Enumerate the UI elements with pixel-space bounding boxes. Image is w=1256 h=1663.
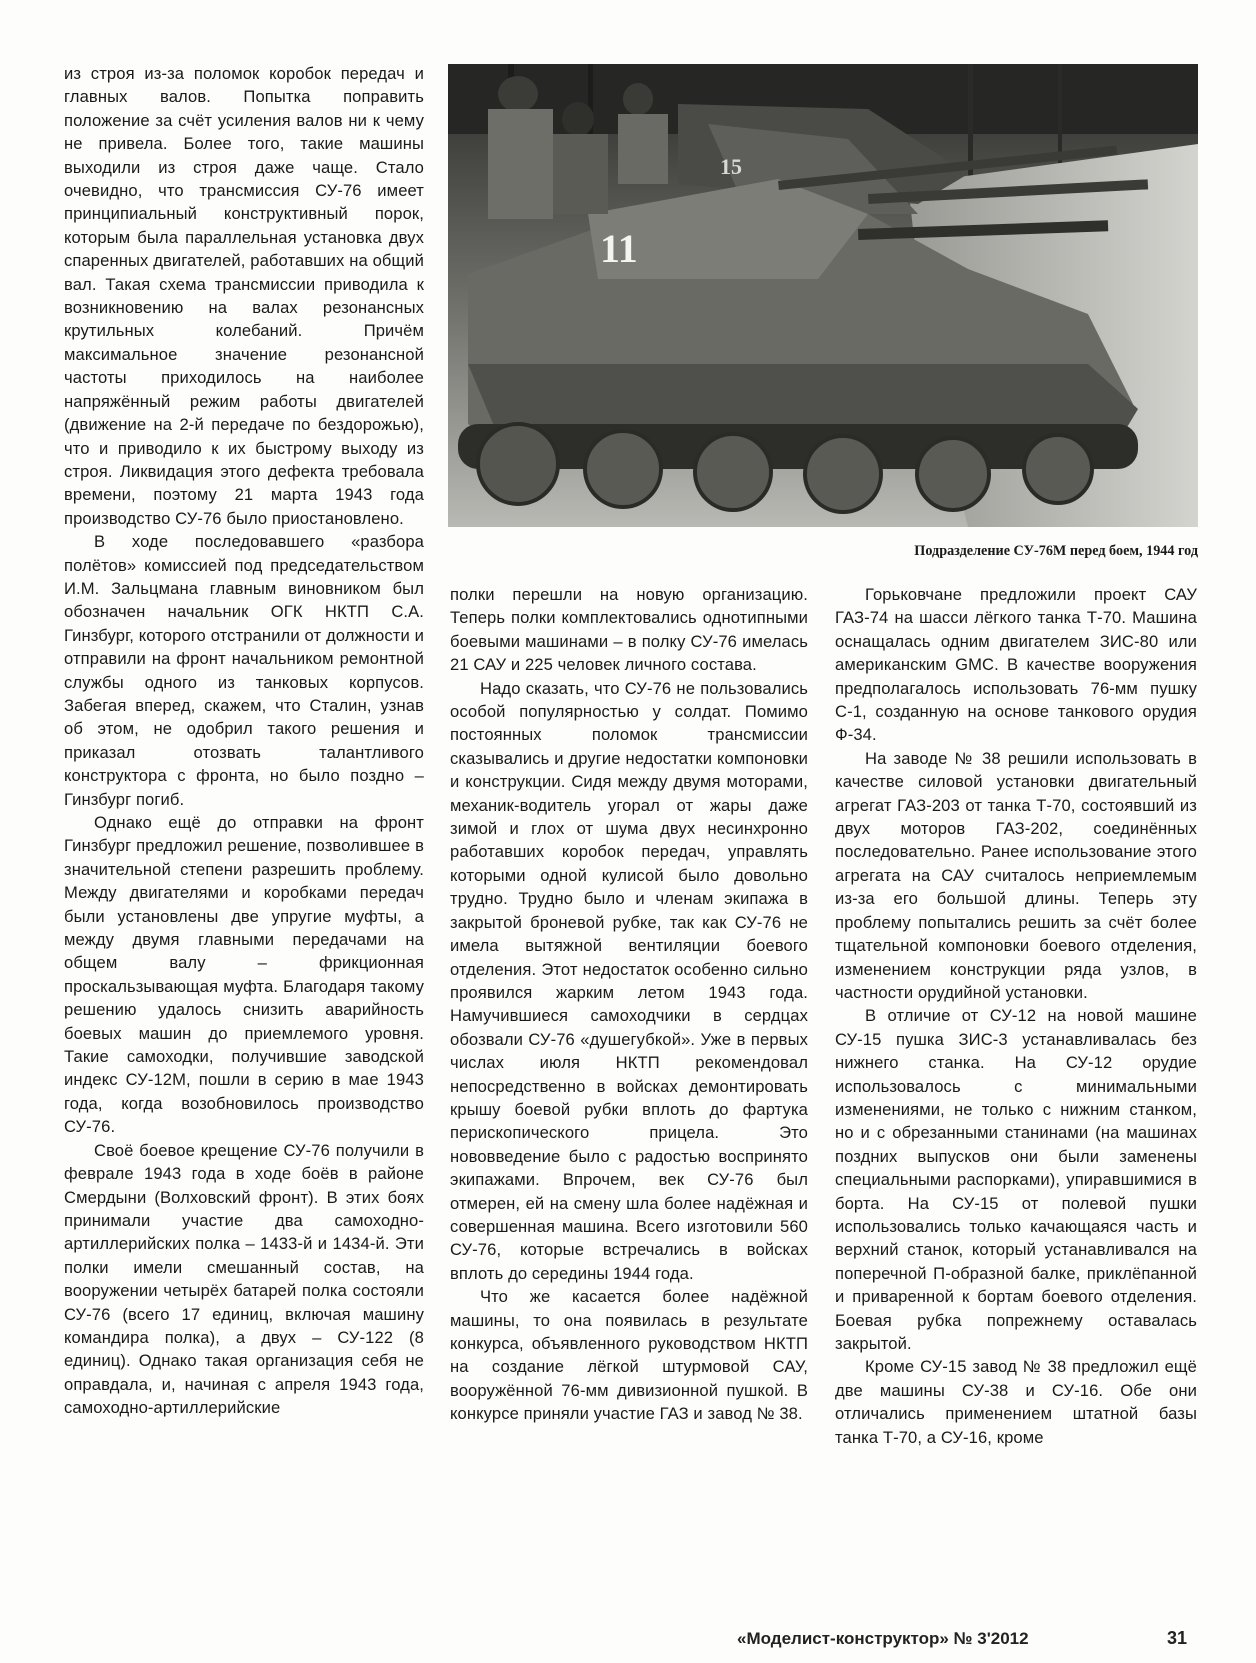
paragraph: В отличие от СУ-12 на новой машине СУ-15 пушка ЗИС-3 устанавливалась без нижнего станка. На СУ-12 орудие использовалось с минимальными изменениями, не только с нижним станком, но и с обрезанными станинами (на машинах поздних выпусков они были заменены специальными распорками), упиравшимися в борта. На СУ-15 от полевой пушки использовались только качающаяся часть и верхний станок, который устанавливался на поперечной П-образной балке, приклёпанной и приваренной к бортам боевого отделения. Боевая рубка попрежнему оставалась закрытой. — [835, 1006, 1197, 1353]
hull-number-rear: 15 — [720, 154, 742, 179]
paragraph: Своё боевое крещение СУ-76 получили в феврале 1943 года в ходе боёв в районе Смердыни (Волховский фронт). В этих боях принимали участие два самоходно-артиллерийских полка – 1433-й и 1434-й. Эти полки имели смешанный состав, на вооружении четырёх батарей полка состояли СУ-76 (всего 17 единиц, включая машину командира полка), а двух – СУ-122 (8 единиц). Однако такая организация себя не оправдала, и, начиная с апреля 1943 года, самоходно-артиллерийские — [64, 1140, 424, 1418]
paragraph: В ходе последовавшего «разбора полётов» комиссией под председательством И.М. Зальцмана главным виновником был обозначен начальник ОГК НКТП С.А. Гинзбург, которого отстранили от должности и отправили на фронт начальником ремонтной службы одного из танковых корпусов. Забегая вперед, скажем, что Сталин, узнав об этом, не одобрил такого решения и приказал отозвать талантливого конструктора с фронта, но было поздно – Гинзбург погиб. — [64, 532, 424, 809]
page-number: 31 — [1167, 1628, 1188, 1648]
text-column-3 — [835, 583, 1197, 1449]
paragraph: Что же касается более надёжной машины, то она появилась в результате конкурса, объявленного руководством НКТП на создание лёгкой штурмовой САУ, вооружённой 76-мм дивизионной пушкой. В конкурсе приняли участие ГАЗ и завод № 38. — [450, 1287, 808, 1424]
hull-number-front: 11 — [600, 226, 638, 271]
photo-caption: Подразделение СУ-76М перед боем, 1944 год — [914, 543, 1198, 559]
text-column-1 — [64, 62, 424, 1420]
paragraph: Надо сказать, что СУ-76 не пользовались особой популярностью у солдат. Помимо постоянных поломок трансмиссии сказывались и другие недостатки компоновки и конструкции. Сидя между двумя моторами, механик-водитель угорал от жары даже зимой и глох от шума двух несинхронно работавших коробок передач, управлять которыми одной кулисой было довольно трудно. Трудно было и членам экипажа в закрытой броневой рубке, так как СУ-76 не имела вытяжной вентиляции боевого отделения. Этот недостаток особенно сильно проявился жарким летом 1943 года. Намучившиеся самоходчики в сердцах обозвали СУ-76 «душегубкой». Уже в первых числах июля НКТП рекомендовал непосредственно в войсках демонтировать крышу боевой рубки вплоть до фартука перископического прицела. Это нововведение было с радостью воспринято экипажами. Впрочем, век СУ-76 был отмерен, ей на смену шла более надёжная и совершенная машина. Всего изготовили 560 СУ-76, которые встречались в войсках вплоть до середины 1944 года. — [450, 678, 808, 1283]
paragraph: Однако ещё до отправки на фронт Гинзбург предложил решение, позволившее в значительной степени разрешить проблему. Между двигателями и коробками передач были установлены две упругие муфты, а между двумя главными передачами на общем валу – фрикционная проскальзывающая муфта. Благодаря такому решению удалось снизить аварийность боевых машин до приемлемого уровня. Такие самоходки, получившие заводской индекс СУ-12М, пошли в серию в мае 1943 года, когда возобновилось производство СУ-76. — [64, 813, 424, 1137]
paragraph: На заводе № 38 решили использовать в качестве силовой установки двигательный агрегат ГАЗ-203 от танка Т-70, состоявший из двух моторов ГАЗ-202, соединённых последовательно. Ранее использование этого агрегата на САУ считалось неприемлемым из-за его большой длины. Теперь эту проблему попытались решить за счёт более тщательной компоновки боевого отделения, изменением конструкции ряда узлов, в частности орудийной установки. — [835, 748, 1197, 1002]
paragraph: из строя из-за поломок коробок передач и главных валов. Попытка поправить положение за счёт усиления валов ни к чему не привела. Более того, такие машины выходили из строя даже чаще. Стало очевидно, что трансмиссия СУ-76 имеет принципиальный конструктивный порок, которым была параллельная установка двух спаренных двигателей, работавших на общий вал. Такая схема трансмиссии приводила к возникновению на валах резонансных крутильных колебаний. Причём максимальное значение резонансной частоты приходилось на наиболее напряжённый режим работы двигателей (движение на 2-й передаче по бездорожью), что и приводило к их быстрому выходу из строя. Ликвидация этого дефекта требовала времени, поэтому 21 марта 1943 года производство СУ-76 было приостановлено. — [64, 64, 424, 528]
paragraph: полки перешли на новую организацию. Теперь полки комплектовались однотипными боевыми машинами – в полку СУ-76 имелась 21 САУ и 225 человек личного состава. — [450, 585, 808, 675]
paragraph: Кроме СУ-15 завод № 38 предложил ещё две машины СУ-38 и СУ-16. Обе они отличались применением штатной базы танка Т-70, а СУ-16, кроме — [835, 1357, 1197, 1447]
paragraph: Горьковчане предложили проект САУ ГАЗ-74 на шасси лёгкого танка Т-70. Машина оснащалась одним двигателем ЗИС-80 или американским GMC. В качестве вооружения предполагалось использовать 76-мм пушку С-1, созданную на основе танкового орудия Ф-34. — [835, 585, 1197, 745]
photo-su76m-column — [448, 64, 1198, 527]
magazine-footer: «Моделист-конструктор» № 3'2012 — [737, 1629, 1029, 1648]
text-column-2 — [450, 583, 808, 1426]
